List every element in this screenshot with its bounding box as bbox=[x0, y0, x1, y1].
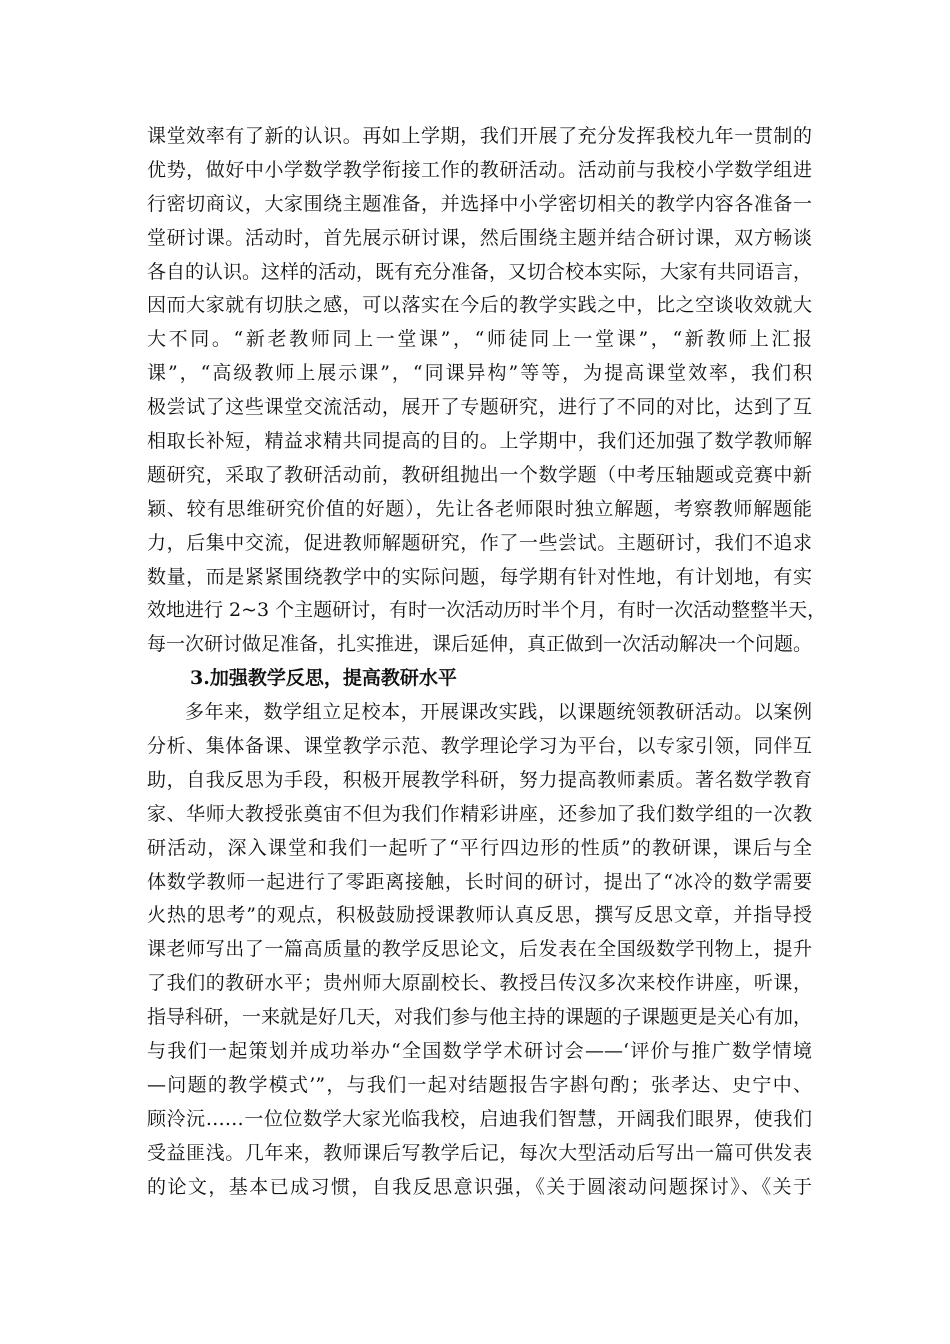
text-line: 相取长补短，精益求精共同提高的目的。上学期中，我们还加强了数学教师解 bbox=[147, 430, 812, 453]
text-line: 顾泠沅……一位位数学大家光临我校，启迪我们智慧，开阔我们眼界，使我们 bbox=[147, 1107, 812, 1130]
paragraph-1 bbox=[147, 120, 827, 662]
text-line: 大不同。“新老教师同上一堂课”，“师徒同上一堂课”，“新教师上汇报 bbox=[147, 328, 812, 351]
text-line: 火热的思考”的观点，积极鼓励授课教师认真反思，撰写反思文章，并指导授 bbox=[147, 904, 812, 927]
text-line: 了我们的教研水平；贵州师大原副校长、教授吕传汉多次来校作讲座，听课， bbox=[147, 972, 812, 995]
text-line: 课堂效率有了新的认识。再如上学期，我们开展了充分发挥我校九年一贯制的 bbox=[147, 125, 812, 147]
text-line: 助，自我反思为手段，积极开展教学科研，努力提高教师素质。著名数学教育 bbox=[147, 768, 812, 791]
text-line: 课”，“高级教师上展示课”，“同课异构”等等，为提高课堂效率，我们积 bbox=[147, 362, 812, 385]
text-line: 受益匪浅。几年来，教师课后写教学后记，每次大型活动后写出一篇可供发表 bbox=[147, 1141, 812, 1164]
text-line: —问题的教学模式’”，与我们一起对结题报告字斟句酌；张孝达、史宁中、 bbox=[147, 1073, 812, 1096]
text-line: 每一次研讨做足准备，扎实推进，课后延伸，真正做到一次活动解决一个问题。 bbox=[147, 633, 813, 656]
section-heading: 3.加强教学反思，提高教研水平 bbox=[190, 667, 457, 690]
text-line: 家、华师大教授张奠宙不但为我们作精彩讲座，还参加了我们数学组的一次教 bbox=[147, 802, 812, 825]
text-line: 力，后集中交流，促进教师解题研究，作了一些尝试。主题研讨，我们不追求 bbox=[147, 531, 812, 554]
text-line: 研活动，深入课堂和我们一起听了“平行四边形的性质”的教研课，课后与全 bbox=[147, 836, 812, 859]
text-line: 体数学教师一起进行了零距离接触，长时间的研讨，提出了“冰冷的数学需要 bbox=[147, 870, 812, 893]
text-line: 分析、集体备课、课堂教学示范、教学理论学习为平台，以专家引领，同伴互 bbox=[147, 735, 812, 758]
text-line: 数量，而是紧紧围绕教学中的实际问题，每学期有针对性地，有计划地，有实 bbox=[147, 565, 812, 588]
text-line: 课老师写出了一篇高质量的教学反思论文，后发表在全国级数学刊物上，提升 bbox=[147, 938, 812, 961]
text-line: 行密切商议，大家围绕主题准备，并选择中小学密切相关的教学内容各准备一 bbox=[147, 192, 812, 215]
text-line: 堂研讨课。活动时，首先展示研讨课，然后围绕主题并结合研讨课，双方畅谈 bbox=[147, 226, 812, 249]
text-line: 的论文，基本已成习惯，自我反思意识强，《关于圆滚动问题探讨》、《关于 bbox=[147, 1175, 812, 1198]
document-body bbox=[147, 120, 827, 1205]
text-line: 效地进行 2~3 个主题研讨，有时一次活动历时半个月，有时一次活动整整半天， bbox=[147, 599, 827, 622]
text-line: 题研究，采取了教研活动前，教研组抛出一个数学题（中考压轴题或竞赛中新 bbox=[147, 463, 812, 486]
paragraph-2 bbox=[147, 696, 812, 1204]
text-line: 因而大家就有切肤之感，可以落实在今后的教学实践之中，比之空谈收效就大 bbox=[147, 294, 812, 317]
text-line: 极尝试了这些课堂交流活动，展开了专题研究，进行了不同的对比，达到了互 bbox=[147, 396, 812, 419]
text-line: 颖、较有思维研究价值的好题），先让各老师限时独立解题，考察教师解题能 bbox=[147, 497, 812, 520]
text-line: 优势，做好中小学数学教学衔接工作的教研活动。活动前与我校小学数学组进 bbox=[147, 158, 812, 181]
text-line: 指导科研，一来就是好几天，对我们参与他主持的课题的子课题更是关心有加， bbox=[147, 1006, 813, 1029]
text-line: 与我们一起策划并成功举办“全国数学学术研讨会——‘评价与推广数学情境 bbox=[147, 1040, 812, 1063]
text-line: 各自的认识。这样的活动，既有充分准备，又切合校本实际，大家有共同语言， bbox=[147, 260, 813, 283]
text-line: 多年来，数学组立足校本，开展课改实践，以课题统领教研活动。以案例 bbox=[185, 701, 812, 724]
